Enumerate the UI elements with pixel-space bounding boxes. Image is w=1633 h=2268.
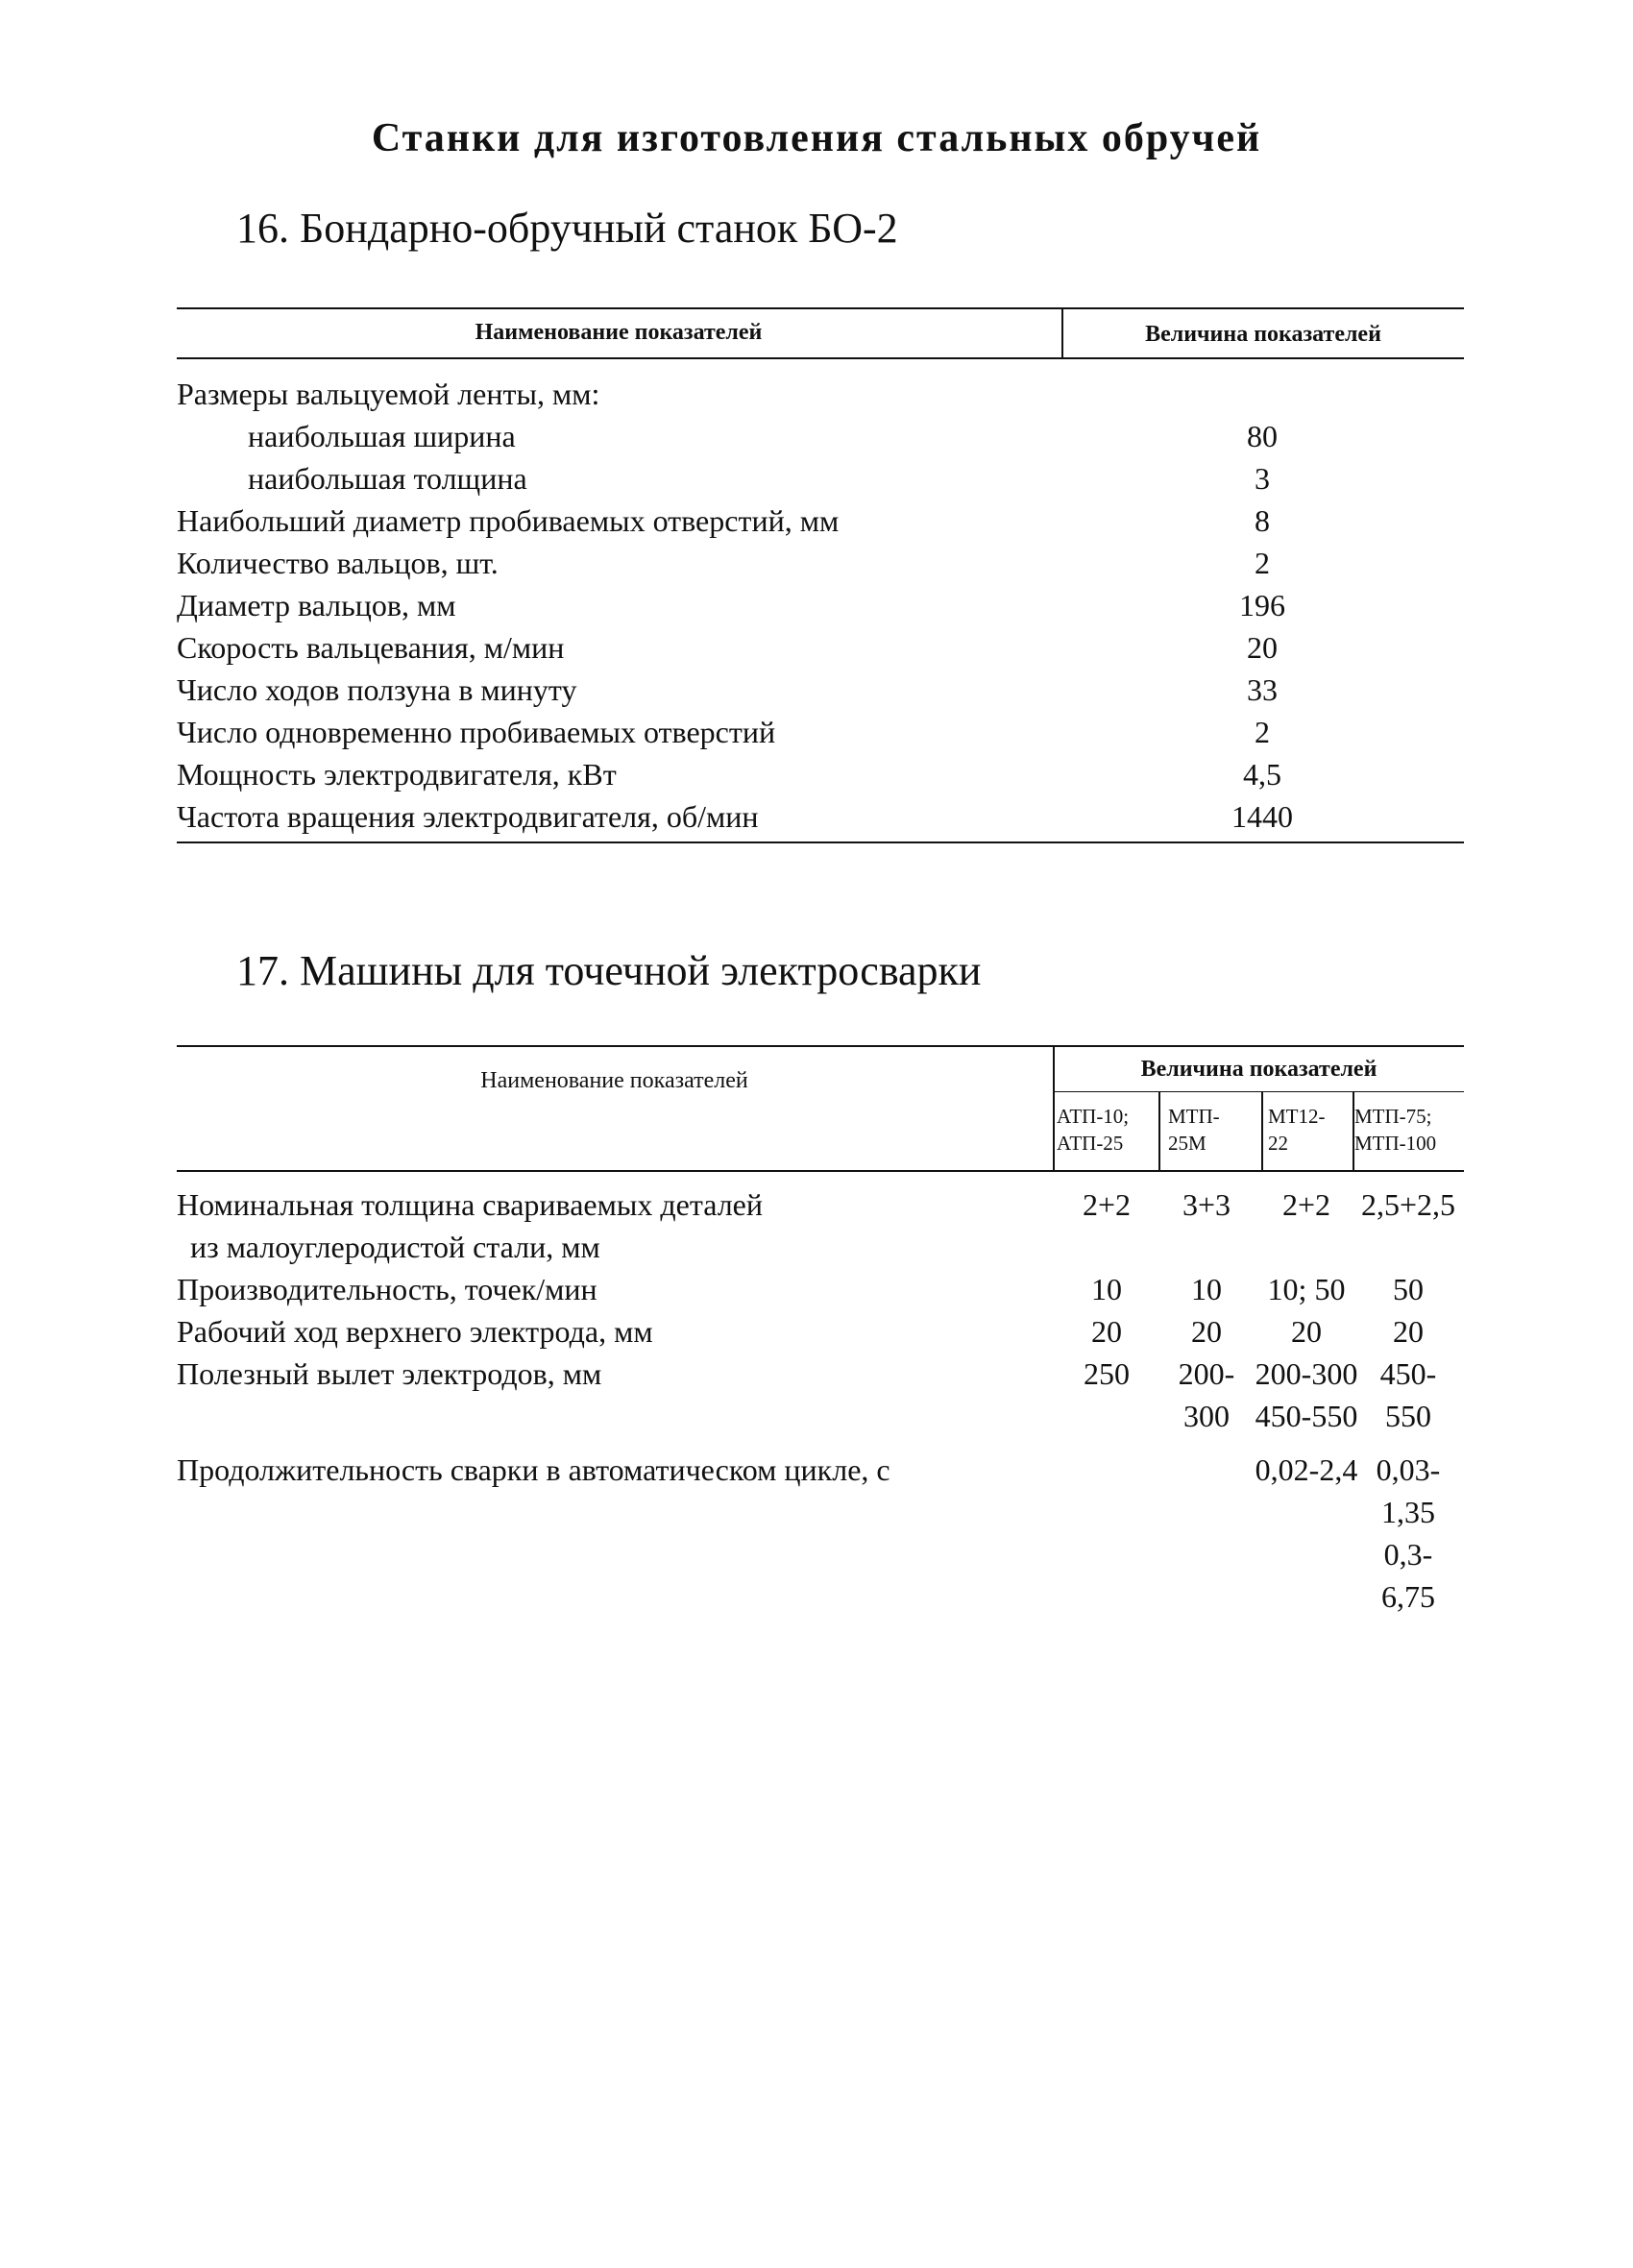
table16-row-value: 8 xyxy=(1255,503,1270,538)
table16-row-label: Размеры вальцуемой ленты, мм: xyxy=(177,377,600,411)
table17-row-label: Производительность, точек/мин xyxy=(177,1272,597,1306)
table17-cell: 10 xyxy=(1091,1272,1122,1306)
table17-cell: 550 xyxy=(1385,1399,1431,1433)
table17-cell: 20 xyxy=(1191,1314,1222,1349)
table17-cell: 2+2 xyxy=(1281,1187,1331,1222)
table16-row-label: Частота вращения электродвигателя, об/мин xyxy=(177,799,759,834)
table17-header-rule xyxy=(177,1170,1464,1172)
table17-col-value: Величина показателей xyxy=(1140,1057,1377,1082)
table17-row-label: из малоуглеродистой стали, мм xyxy=(190,1230,600,1264)
table17-row-label: Рабочий ход верхнего электрода, мм xyxy=(177,1314,653,1349)
table16-row-value: 2 xyxy=(1255,546,1270,580)
table17-cell: 20 xyxy=(1291,1314,1322,1349)
table17-cell: 250 xyxy=(1084,1356,1130,1391)
table16-top-rule xyxy=(177,307,1464,309)
table16-row-value: 33 xyxy=(1247,672,1278,707)
table17-model-divider xyxy=(1261,1092,1263,1170)
page-title: Станки для изготовления стальных обручей xyxy=(371,116,1262,160)
table17-cell: 10; 50 xyxy=(1267,1272,1346,1306)
table17-model-atp: АТП-10; АТП-25 xyxy=(1057,1105,1130,1155)
section-17-heading: 17. Машины для точечной электросварки xyxy=(236,947,982,994)
table16-row-value: 1440 xyxy=(1231,799,1293,834)
table17-cell: 300 xyxy=(1183,1399,1230,1433)
table17-model-mt12: МТ12- 22 xyxy=(1268,1105,1326,1155)
table17-cell: 2+2 xyxy=(1082,1187,1132,1222)
table17-subheader-rule xyxy=(1054,1091,1464,1092)
table17-model-mtp75: МТП-75; МТП-100 xyxy=(1354,1105,1437,1155)
table17-cell: 200- xyxy=(1178,1356,1235,1391)
table16-row-value: 80 xyxy=(1247,419,1278,453)
table16-row-label: Диаметр вальцов, мм xyxy=(177,588,456,622)
table17-col-name: Наименование показателей xyxy=(480,1068,748,1093)
table16-row-label: наибольшая толщина xyxy=(248,461,527,496)
table16-row-value: 2 xyxy=(1255,715,1270,749)
table17-cell: 0,3- xyxy=(1383,1537,1433,1572)
table17-cell: 450-550 xyxy=(1255,1399,1358,1433)
table16-row-label: Мощность электродвигателя, кВт xyxy=(177,757,617,792)
table17-cell: 20 xyxy=(1091,1314,1122,1349)
table17-row-label: Продолжительность сварки в автоматическом цикле, с xyxy=(177,1452,890,1487)
table17-cell: 0,03- xyxy=(1376,1452,1441,1487)
table17-cell: 450- xyxy=(1379,1356,1437,1391)
table17-cell: 1,35 xyxy=(1381,1495,1435,1529)
table17-cell: 200-300 xyxy=(1255,1356,1358,1391)
table16-row-label: Скорость вальцевания, м/мин xyxy=(177,630,565,665)
table16-col-value: Величина показателей xyxy=(1145,322,1381,347)
table17-cell: 10 xyxy=(1191,1272,1222,1306)
section-16-heading: 16. Бондарно-обручный станок БО-2 xyxy=(236,205,898,252)
table17-cell: 20 xyxy=(1393,1314,1424,1349)
table17-cell: 0,02-2,4 xyxy=(1255,1452,1358,1487)
table16-row-label: наибольшая ширина xyxy=(248,419,516,453)
table17-row-label: Полезный вылет электродов, мм xyxy=(177,1356,602,1391)
table16-row-value: 20 xyxy=(1247,630,1278,665)
table17-cell: 50 xyxy=(1393,1272,1424,1306)
table16-row-value: 196 xyxy=(1239,588,1285,622)
table17-model-divider xyxy=(1158,1092,1160,1170)
table16-row-label: Число одновременно пробиваемых отверстий xyxy=(177,715,776,749)
table17-cell: 3+3 xyxy=(1182,1187,1231,1222)
table17-cell: 2,5+2,5 xyxy=(1360,1187,1456,1222)
table17-cell: 6,75 xyxy=(1381,1579,1435,1614)
table16-header-rule xyxy=(177,357,1464,359)
table17-row-label: Номинальная толщина свариваемых деталей xyxy=(177,1187,763,1222)
table16-row-value: 4,5 xyxy=(1243,757,1281,792)
table16-bottom-rule xyxy=(177,841,1464,843)
table16-row-value: 3 xyxy=(1255,461,1270,496)
table16-row-label: Число ходов ползуна в минуту xyxy=(177,672,577,707)
table17-model-mtp25m: МТП- 25М xyxy=(1168,1105,1220,1155)
table16-col-name: Наименование показателей xyxy=(475,320,763,345)
table17-top-rule xyxy=(177,1045,1464,1047)
table16-row-label: Наибольший диаметр пробиваемых отверстий, мм xyxy=(177,503,840,538)
table16-row-label: Количество вальцов, шт. xyxy=(177,546,499,580)
